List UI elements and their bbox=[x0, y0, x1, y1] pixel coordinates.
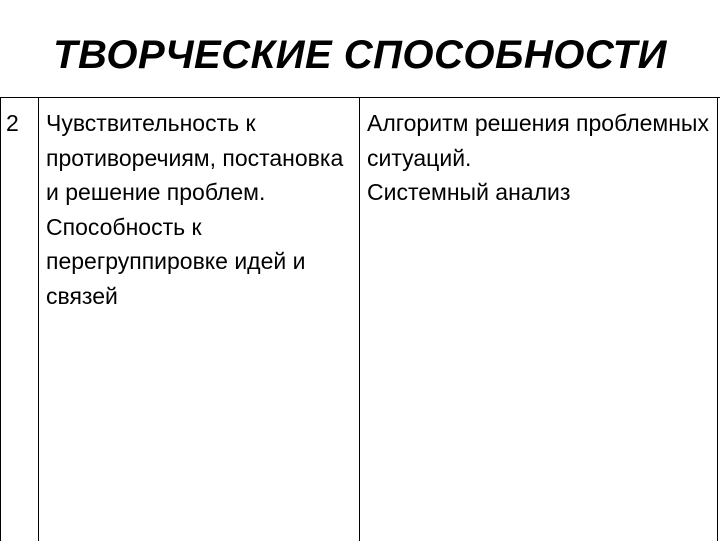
table-border-right bbox=[717, 98, 718, 541]
methods-cell bbox=[367, 106, 712, 210]
abilities-text-1: Чувствительность к противоречиям, постановка и решение проблем. bbox=[46, 110, 344, 205]
table-divider-2 bbox=[359, 98, 360, 541]
slide-title: ТВОРЧЕСКИЕ СПОСОБНОСТИ bbox=[53, 33, 667, 77]
methods-text-1: Алгоритм решения проблемных ситуаций. bbox=[367, 110, 709, 171]
abilities-cell bbox=[46, 106, 352, 313]
row-number-cell: 2 bbox=[6, 110, 19, 136]
abilities-text-2: Способность к перегруппировке идей и связей bbox=[46, 213, 306, 309]
table-border-left bbox=[0, 98, 1, 541]
abilities-table bbox=[0, 97, 720, 541]
methods-text-2: Системный анализ bbox=[367, 179, 571, 205]
table-divider-1 bbox=[38, 98, 39, 541]
